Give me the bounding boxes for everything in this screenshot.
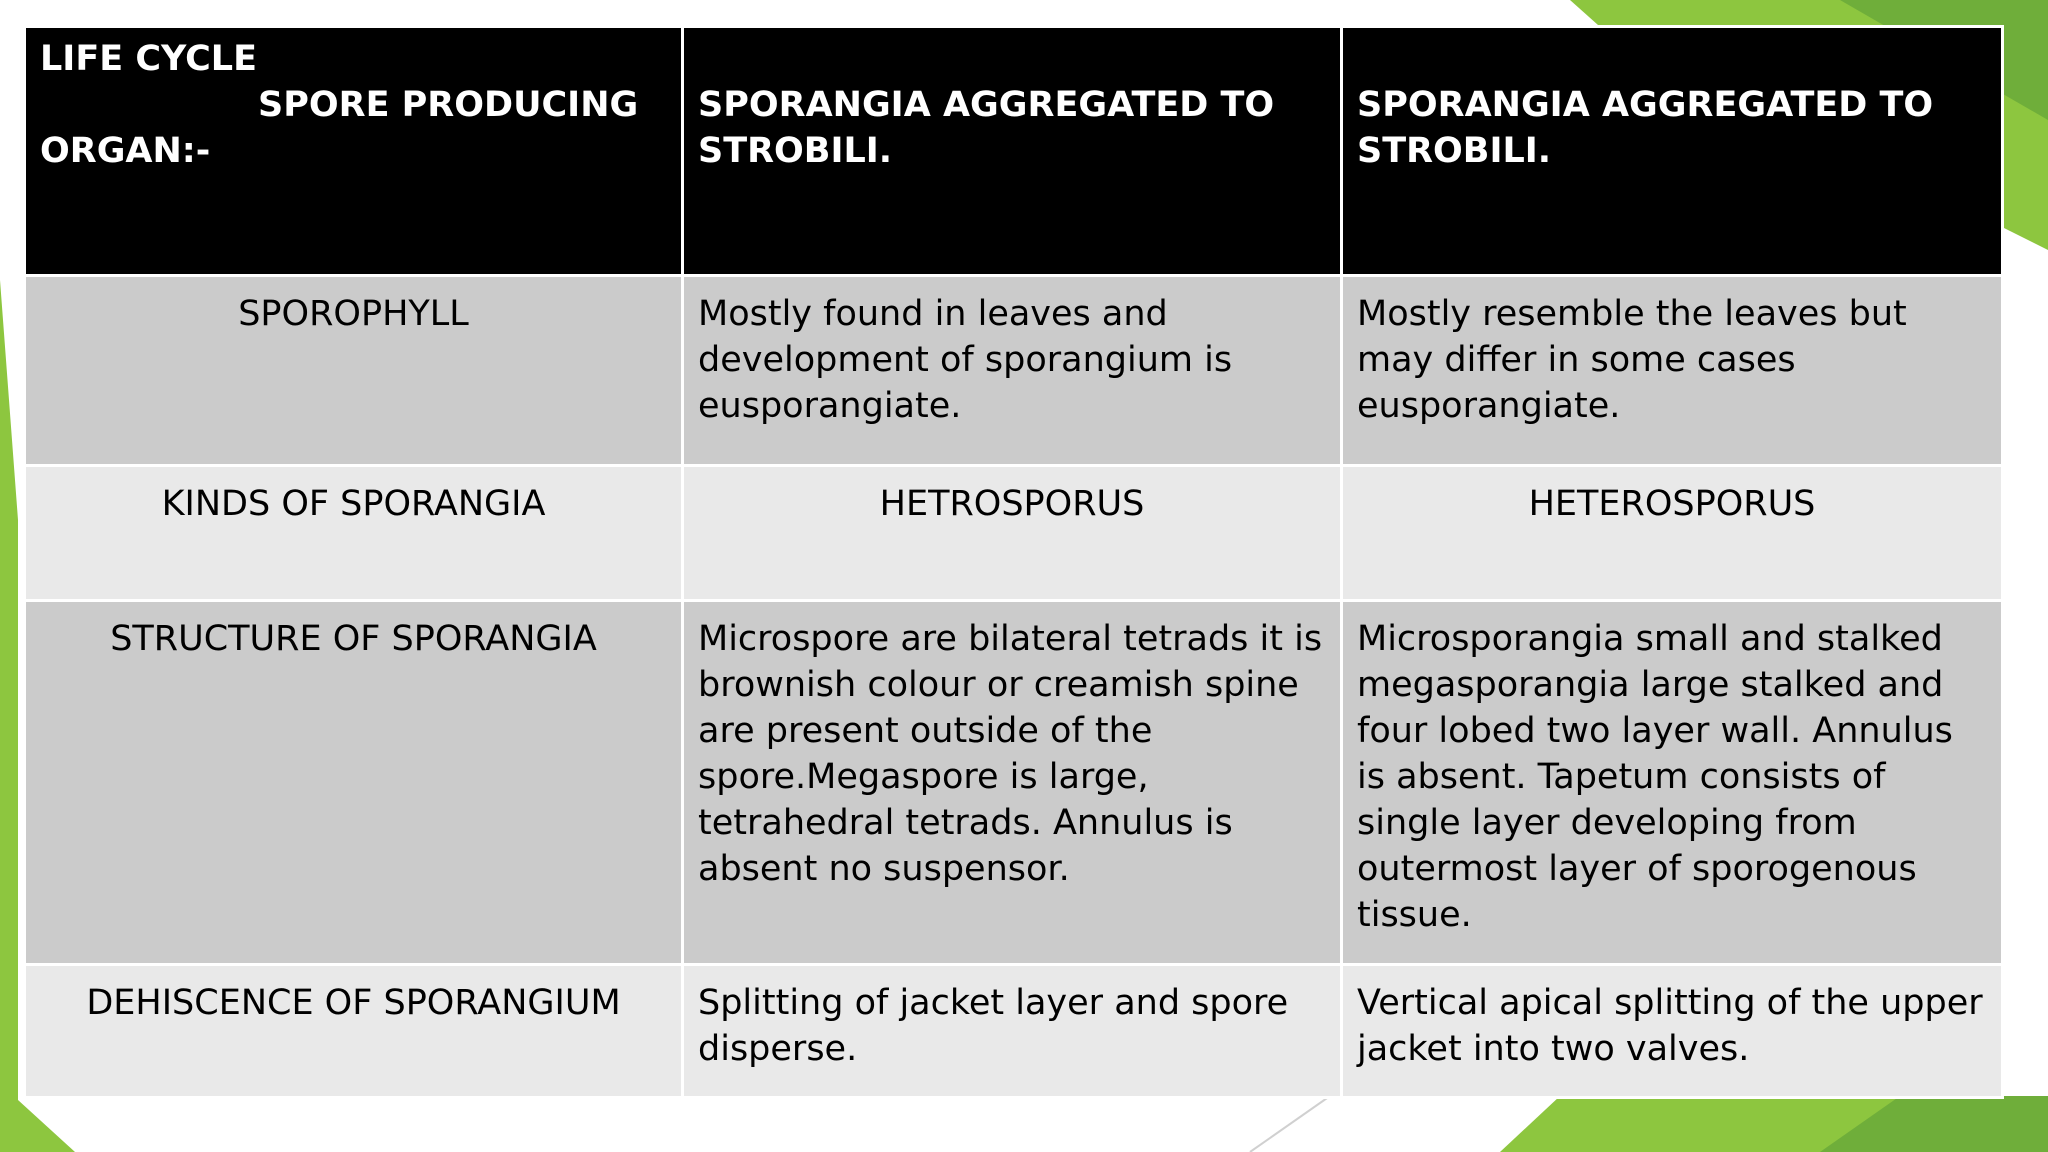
header-col2-cell <box>1342 27 2003 276</box>
row-label-cell: DEHISCENCE OF SPORANGIUM <box>25 965 683 1098</box>
row-col2-cell: Microsporangia small and stalked megasporangia large stalked and four lobed two layer wall. Annulus is absent. Tapetum consists of single layer developing from outermost layer of sporogenous tissue. <box>1342 601 2003 965</box>
header-label-line: SPORE PRODUCING <box>258 85 639 125</box>
row-label-cell: KINDS OF SPORANGIA <box>25 466 683 601</box>
table-row <box>25 276 2003 466</box>
row-col2-cell: HETEROSPORUS <box>1342 466 2003 601</box>
header-label-line: LIFE CYCLE <box>40 39 258 79</box>
header-label-cell <box>25 27 683 276</box>
table-row <box>25 466 2003 601</box>
row-col1-cell: Microspore are bilateral tetrads it is brownish colour or creamish spine are present outside of the spore.Megaspore is large, tetrahedral tetrads. Annulus is absent no suspensor. <box>683 601 1342 965</box>
header-label-line: ORGAN:- <box>40 131 211 171</box>
row-label-cell: SPOROPHYLL <box>25 276 683 466</box>
row-col1-cell: Mostly found in leaves and development of sporangium is eusporangiate. <box>683 276 1342 466</box>
table-row <box>25 965 2003 1098</box>
header-col1-text: SPORANGIA AGGREGATED TO STROBILI. <box>698 85 1275 171</box>
row-col1-cell: Splitting of jacket layer and spore disperse. <box>683 965 1342 1098</box>
row-col2-cell: Vertical apical splitting of the upper jacket into two valves. <box>1342 965 2003 1098</box>
table-header-row <box>25 27 2003 276</box>
table-row <box>25 601 2003 965</box>
header-col2-text: SPORANGIA AGGREGATED TO STROBILI. <box>1357 85 1934 171</box>
header-col1-cell <box>683 27 1342 276</box>
row-label-cell: STRUCTURE OF SPORANGIA <box>25 601 683 965</box>
row-col2-cell: Mostly resemble the leaves but may differ in some cases eusporangiate. <box>1342 276 2003 466</box>
row-col1-cell: HETROSPORUS <box>683 466 1342 601</box>
comparison-table <box>23 25 2004 1099</box>
bottom-divider-line <box>1250 1096 1330 1152</box>
